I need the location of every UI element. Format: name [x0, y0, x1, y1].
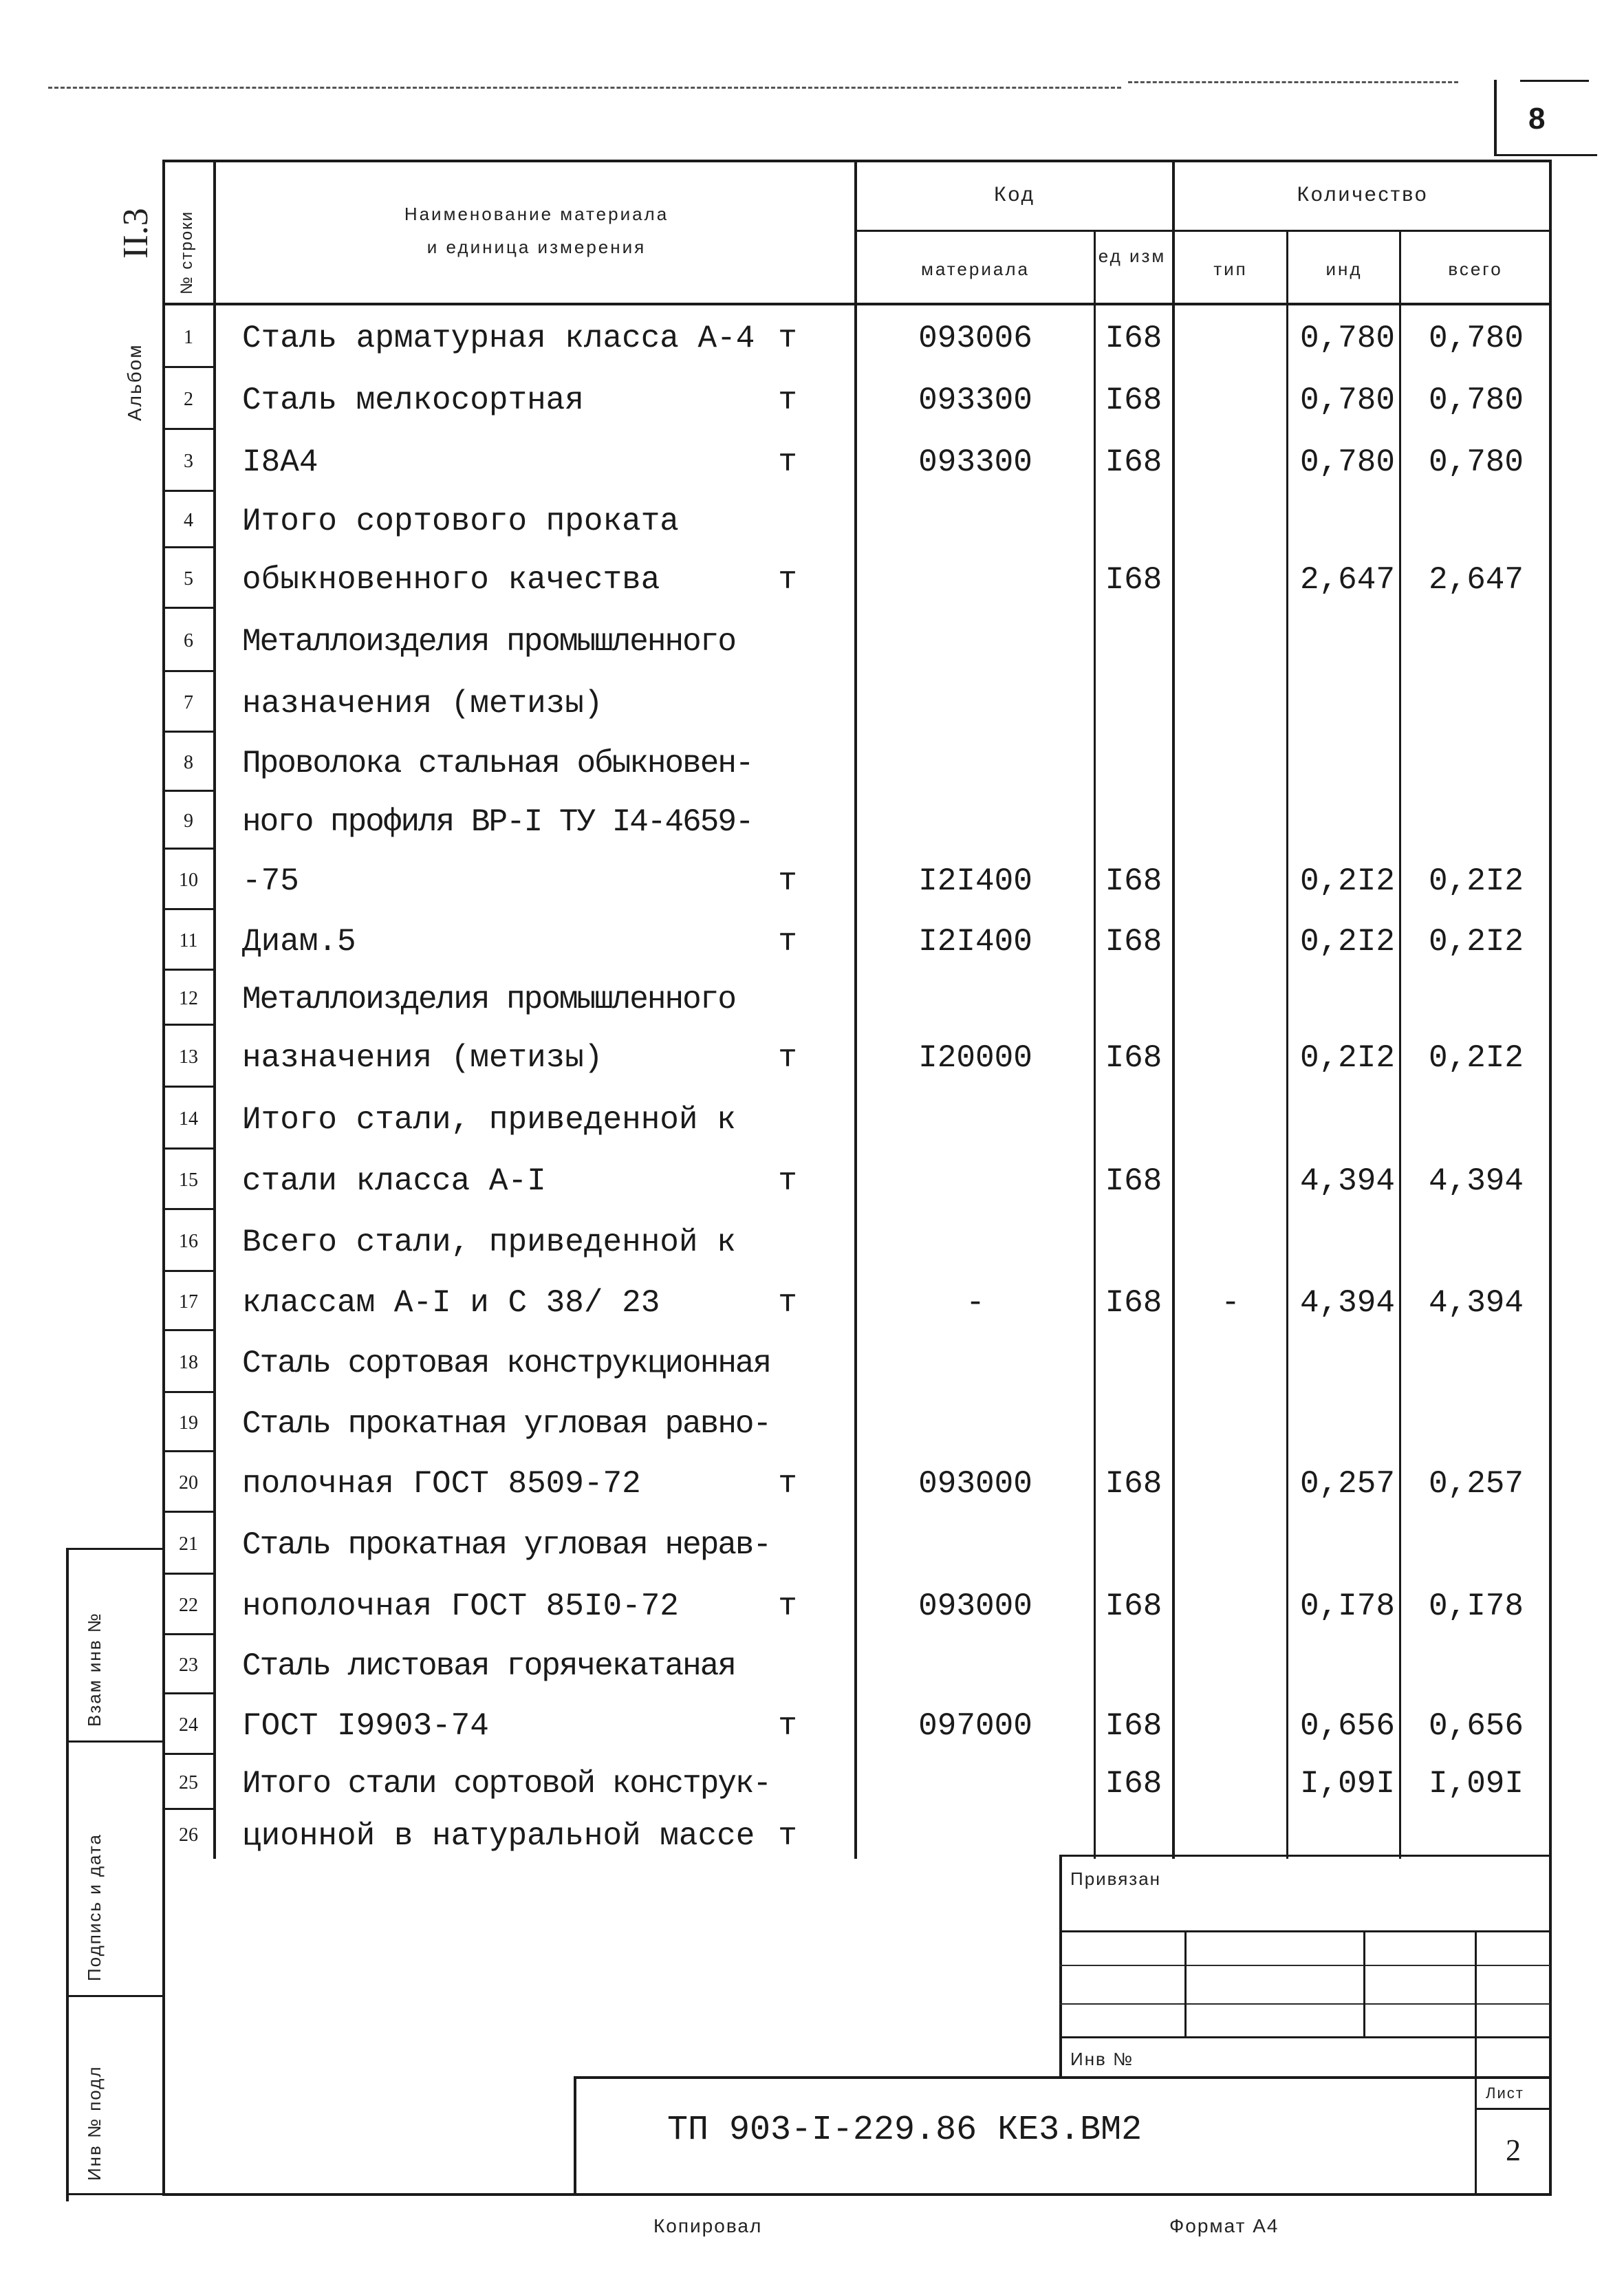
cell-name: стали класса А-I — [242, 1163, 546, 1199]
header-qty-total: всего — [1448, 259, 1503, 279]
cell-total: 0,2I2 — [1428, 924, 1524, 960]
cell-code: - — [966, 1285, 985, 1321]
header-code-unit: ед изм — [1098, 246, 1167, 266]
row-number: 18 — [179, 1352, 198, 1373]
album-value: II.3 — [116, 208, 155, 259]
cell-name: назначения (метизы) — [242, 1040, 603, 1076]
cell-total: 0,I78 — [1428, 1588, 1524, 1624]
cell-total: 0,257 — [1428, 1466, 1524, 1502]
row-number: 25 — [179, 1772, 198, 1793]
stamp-privyazan: Привязан — [1070, 1868, 1162, 1889]
cell-total: 2,647 — [1428, 562, 1524, 598]
cell-ind: 0,257 — [1299, 1466, 1395, 1502]
cell-total: I,09I — [1428, 1766, 1524, 1802]
cell-name: Сталь мелкосортная — [242, 382, 584, 418]
footer-copied: Копировал — [653, 2215, 763, 2236]
cell-unit: т — [778, 1466, 797, 1502]
row-number: 26 — [179, 1824, 198, 1846]
cell-unit: т — [778, 1588, 797, 1624]
row-number: 3 — [184, 451, 193, 472]
row-number: 8 — [184, 752, 193, 773]
cell-name: полочная ГОСТ 8509-72 — [242, 1466, 641, 1502]
cell-ed: I68 — [1105, 444, 1162, 480]
header-qty-type: тип — [1213, 259, 1248, 279]
cell-code: 093000 — [918, 1466, 1032, 1502]
footer-format: Формат А4 — [1169, 2215, 1279, 2236]
header-name-line2: и единица измерения — [426, 237, 647, 257]
cell-ed: I68 — [1105, 1466, 1162, 1502]
row-number: 14 — [179, 1108, 198, 1130]
cell-code: 093300 — [918, 382, 1032, 418]
cell-ind: 0,2I2 — [1299, 863, 1395, 899]
cell-ed: I68 — [1105, 1040, 1162, 1076]
row-number: 9 — [184, 810, 193, 832]
side-inv-podl: Инв № подл — [84, 2065, 105, 2181]
header-qty-ind: инд — [1325, 259, 1363, 279]
cell-ind: 0,I78 — [1299, 1588, 1395, 1624]
row-number: 13 — [179, 1046, 198, 1068]
cell-total: 0,780 — [1428, 382, 1524, 418]
header-code-material: материала — [921, 259, 1030, 279]
row-number: 21 — [179, 1533, 198, 1555]
cell-ind: 4,394 — [1299, 1285, 1395, 1321]
row-number: 16 — [179, 1231, 198, 1252]
cell-total: 0,780 — [1428, 444, 1524, 480]
cell-name: Всего стали, приведенной к — [242, 1225, 736, 1260]
cell-unit: т — [778, 444, 797, 480]
header-row-number: № строки — [177, 210, 196, 294]
row-number: 11 — [179, 930, 198, 951]
side-podpis-data: Подпись и дата — [84, 1833, 105, 1981]
row-number: 12 — [179, 988, 198, 1009]
cell-name: Проволока стальная обыкновен- — [242, 746, 753, 781]
cell-name: нополочная ГОСТ 85I0-72 — [242, 1588, 679, 1624]
album-label: Альбом — [124, 343, 145, 421]
cell-unit: т — [778, 1040, 797, 1076]
cell-ind: 0,656 — [1299, 1708, 1395, 1744]
row-number: 7 — [184, 692, 193, 713]
cell-ed: I68 — [1105, 1285, 1162, 1321]
cell-unit: т — [778, 924, 797, 960]
cell-name: Итого сортового проката — [242, 504, 679, 539]
cell-ind: 0,780 — [1299, 321, 1395, 356]
cell-name: Сталь листовая горячекатаная — [242, 1648, 735, 1684]
cell-ed: I68 — [1105, 321, 1162, 356]
cell-code: 093300 — [918, 444, 1032, 480]
row-number: 19 — [179, 1412, 198, 1434]
cell-name: Сталь прокатная угловая равно- — [242, 1406, 771, 1442]
cell-name: Диам.5 — [242, 924, 356, 960]
cell-ed: I68 — [1105, 863, 1162, 899]
header-quantity: Количество — [1297, 183, 1429, 206]
cell-ind: 0,2I2 — [1299, 924, 1395, 960]
cell-ind: 0,780 — [1299, 382, 1395, 418]
row-number: 2 — [184, 389, 193, 410]
cell-code: I20000 — [918, 1040, 1032, 1076]
cell-name: классам А-I и С 38/ 23 — [242, 1285, 660, 1321]
cell-total: 0,656 — [1428, 1708, 1524, 1744]
stamp-sheet-value: 2 — [1506, 2133, 1521, 2167]
stamp-doc-code: ТП 903-I-229.86 КЕ3.ВМ2 — [667, 2111, 1143, 2150]
cell-ed: I68 — [1105, 1708, 1162, 1744]
cell-name: I8A4 — [242, 444, 318, 480]
cell-name: ГОСТ I9903-74 — [242, 1708, 489, 1744]
row-number: 15 — [179, 1169, 198, 1191]
cell-name: ного профиля ВР-I ТУ I4-4659- — [242, 804, 753, 840]
cell-name: Сталь арматурная класса А-4 — [242, 321, 755, 356]
row-number: 22 — [179, 1595, 198, 1616]
cell-ind: 0,780 — [1299, 444, 1395, 480]
row-number: 6 — [184, 630, 193, 651]
cell-name: Итого стали сортовой конструк- — [242, 1766, 771, 1802]
page-number: 8 — [1528, 102, 1546, 136]
row-number: 24 — [179, 1714, 198, 1736]
cell-total: 0,2I2 — [1428, 1040, 1524, 1076]
cell-ed: I68 — [1105, 924, 1162, 960]
cell-unit: т — [778, 382, 797, 418]
cell-code: 093000 — [918, 1588, 1032, 1624]
stamp-inv-no: Инв № — [1070, 2049, 1134, 2069]
cell-name: обыкновенного качества — [242, 562, 660, 598]
cell-ind: 0,2I2 — [1299, 1040, 1395, 1076]
cell-ind: I,09I — [1299, 1766, 1395, 1802]
stamp-sheet-label: Лист — [1486, 2084, 1524, 2102]
cell-unit: т — [778, 1708, 797, 1744]
cell-code: I2I400 — [918, 863, 1032, 899]
row-number: 23 — [179, 1654, 198, 1676]
cell-unit: т — [778, 321, 797, 356]
cell-total: 4,394 — [1428, 1163, 1524, 1199]
cell-total: 0,780 — [1428, 321, 1524, 356]
cell-name: ционной в натуральной массе — [242, 1818, 755, 1854]
cell-total: 4,394 — [1428, 1285, 1524, 1321]
cell-unit: т — [778, 1818, 797, 1854]
cell-ed: I68 — [1105, 382, 1162, 418]
header-code: Код — [993, 183, 1035, 206]
cell-ed: I68 — [1105, 1766, 1162, 1802]
header-name-line1: Наименование материала — [404, 204, 669, 224]
cell-total: 0,2I2 — [1428, 863, 1524, 899]
cell-unit: т — [778, 562, 797, 598]
cell-unit: т — [778, 1285, 797, 1321]
cell-unit: т — [778, 863, 797, 899]
row-number: 20 — [179, 1472, 198, 1494]
cell-name: Металлоизделия промышленного — [242, 982, 735, 1017]
cell-name: Сталь прокатная угловая нерав- — [242, 1527, 771, 1563]
row-number: 1 — [184, 327, 193, 348]
cell-ed: I68 — [1105, 1163, 1162, 1199]
cell-ind: 4,394 — [1299, 1163, 1395, 1199]
cell-name: Сталь сортовая конструкционная — [242, 1346, 771, 1381]
cell-code: I2I400 — [918, 924, 1032, 960]
cell-ed: I68 — [1105, 1588, 1162, 1624]
cell-code: 097000 — [918, 1708, 1032, 1744]
side-vzam-inv: Взам инв № — [84, 1612, 105, 1727]
row-number: 10 — [179, 870, 198, 891]
cell-code: 093006 — [918, 321, 1032, 356]
cell-tip: - — [1221, 1285, 1240, 1321]
row-number: 5 — [184, 568, 193, 590]
cell-name: -75 — [242, 863, 299, 899]
cell-name: назначения (метизы) — [242, 686, 603, 722]
cell-ed: I68 — [1105, 562, 1162, 598]
cell-name: Итого стали, приведенной к — [242, 1102, 736, 1138]
cell-unit: т — [778, 1163, 797, 1199]
cell-name: Металлоизделия промышленного — [242, 624, 735, 660]
row-number: 17 — [179, 1291, 198, 1313]
row-number: 4 — [184, 510, 193, 531]
cell-ind: 2,647 — [1299, 562, 1395, 598]
